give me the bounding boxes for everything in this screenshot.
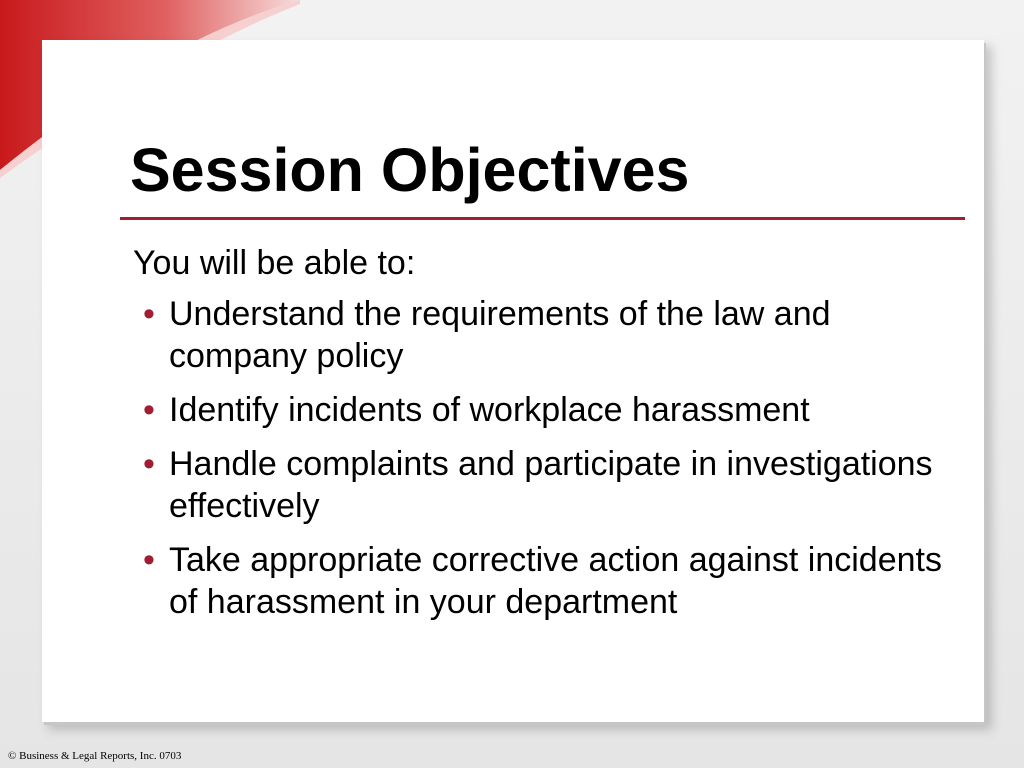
- title-divider: [120, 217, 965, 220]
- bullet-icon: •: [143, 445, 155, 483]
- bullet-icon: •: [143, 541, 155, 579]
- bullet-icon: •: [143, 391, 155, 429]
- objective-text: Take appropriate corrective action against incidents of harassment in your department: [169, 541, 942, 621]
- objective-text: Identify incidents of workplace harassment: [169, 391, 810, 429]
- objective-item: [143, 293, 973, 377]
- slide-title: Session Objectives: [130, 136, 690, 204]
- objective-item: [143, 389, 973, 431]
- objectives-list: [143, 293, 973, 635]
- intro-text: You will be able to:: [133, 244, 416, 282]
- bullet-icon: •: [143, 295, 155, 333]
- objective-text: Handle complaints and participate in investigations effectively: [169, 445, 933, 525]
- objective-item: [143, 443, 973, 527]
- objective-item: [143, 539, 973, 623]
- copyright-footer: © Business & Legal Reports, Inc. 0703: [8, 750, 182, 762]
- objective-text: Understand the requirements of the law and company policy: [169, 295, 831, 375]
